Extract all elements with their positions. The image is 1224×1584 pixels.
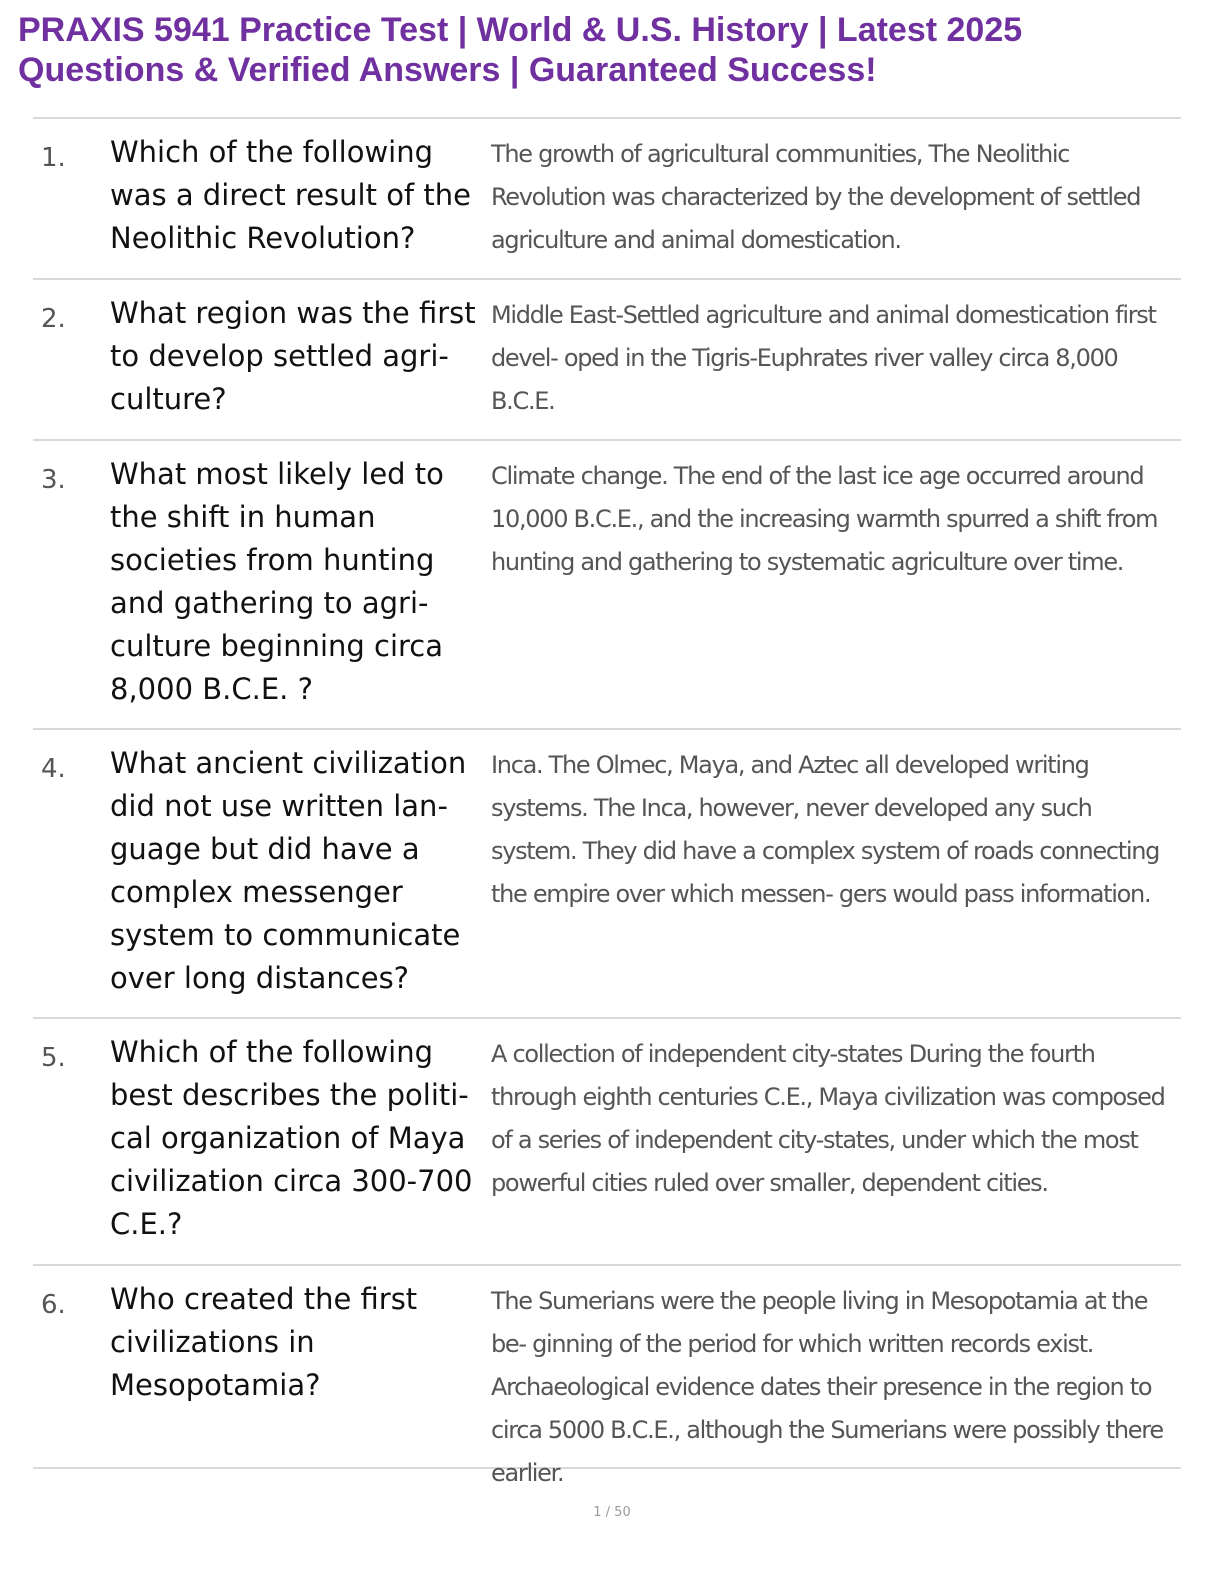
answer-text: The growth of agricultural communities, The Neolithic Revolution was characterized by the development of settled agriculture and animal domestication. (491, 140, 1141, 254)
question-text: Who created the first civilizations in Mesopotamia? (110, 1282, 418, 1402)
answer-text: Inca. The Olmec, Maya, and Aztec all developed writing systems. The Inca, however, never developed any such system. They did have a complex system of roads connecting the empire over which messen- gers would pass information. (491, 751, 1160, 908)
question-text: What region was the first to develop settled agri- culture? (110, 296, 476, 416)
qa-row (33, 441, 1181, 730)
question-answer-table (33, 117, 1181, 1487)
question-number: 1. (41, 143, 66, 173)
page-number: 1 / 50 (593, 1505, 631, 1520)
page-title-line-1: PRAXIS 5941 Practice Test | World & U.S. History | Latest 2025 (18, 11, 1023, 49)
question-number: 5. (41, 1043, 66, 1073)
qa-row (33, 1019, 1181, 1266)
question-text: Which of the following was a direct result of the Neolithic Revolution? (110, 135, 471, 255)
question-text: What most likely led to the shift in human societies from hunting and gathering to agri- culture beginning circa 8,000 B.C.E. ? (110, 457, 444, 706)
qa-row (33, 280, 1181, 441)
qa-row (33, 730, 1181, 1019)
question-number: 2. (41, 304, 66, 334)
qa-row (33, 1266, 1181, 1487)
question-number: 3. (41, 465, 66, 495)
page-title (18, 10, 1198, 90)
question-number: 4. (41, 754, 66, 784)
answer-text: Middle East-Settled agriculture and animal domestication first devel- oped in the Tigris-Euphrates river valley circa 8,000 B.C.E. (491, 301, 1156, 415)
question-number: 6. (41, 1290, 66, 1320)
qa-row (33, 119, 1181, 280)
page-title-line-2: Questions & Verified Answers | Guaranteed Success! (18, 51, 877, 89)
question-text: What ancient civilization did not use written lan- guage but did have a complex messenger system to communicate over long distances? (110, 746, 467, 995)
question-text: Which of the following best describes the politi- cal organization of Maya civilization circa 300-700 C.E.? (110, 1035, 473, 1241)
answer-text: Climate change. The end of the last ice age occurred around 10,000 B.C.E., and the increasing warmth spurred a shift from hunting and gathering to systematic agriculture over time. (491, 462, 1158, 576)
answer-text: The Sumerians were the people living in Mesopotamia at the be- ginning of the period for which written records exist. Archaeological evidence dates their presence in the region to circa 5000 B.C.E., although the Sumerians were possibly there earlier. (491, 1287, 1163, 1487)
answer-text: A collection of independent city-states During the fourth through eighth centuries C.E., Maya civilization was composed of a series of independent city-states, under which the most powerful cities ruled over smaller, dependent cities. (491, 1040, 1165, 1197)
